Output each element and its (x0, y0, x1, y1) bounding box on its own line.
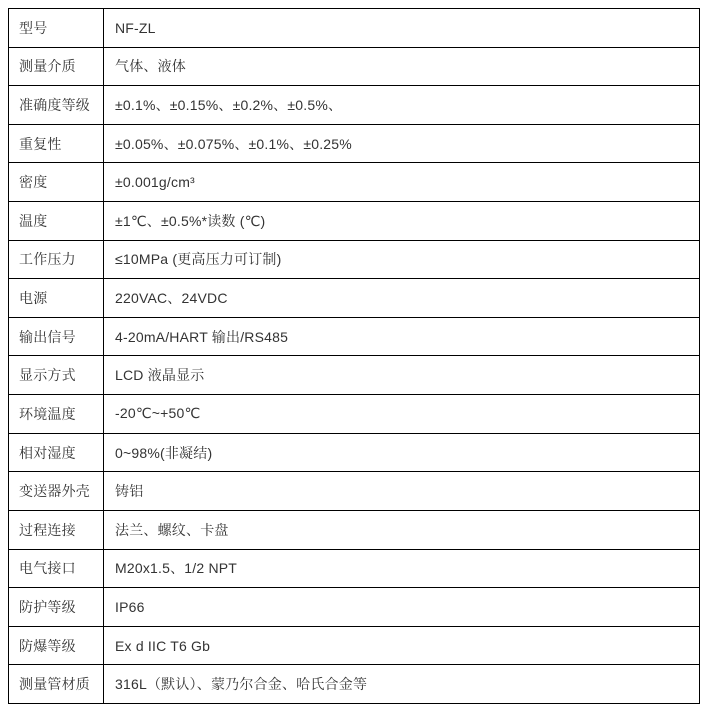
table-row (9, 395, 700, 434)
spec-label: 电气接口 (9, 549, 104, 588)
table-row (9, 163, 700, 202)
spec-value: ±0.001g/cm³ (104, 163, 700, 202)
spec-label: 过程连接 (9, 510, 104, 549)
table-row (9, 356, 700, 395)
spec-value: M20x1.5、1/2 NPT (104, 549, 700, 588)
spec-value: -20℃~+50℃ (104, 395, 700, 434)
spec-label: 型号 (9, 9, 104, 48)
spec-value: Ex d IIC T6 Gb (104, 626, 700, 665)
spec-label: 显示方式 (9, 356, 104, 395)
spec-label: 防爆等级 (9, 626, 104, 665)
spec-label: 电源 (9, 279, 104, 318)
table-row (9, 433, 700, 472)
spec-value: IP66 (104, 588, 700, 627)
spec-value: 4-20mA/HART 输出/RS485 (104, 317, 700, 356)
spec-value: 铸铝 (104, 472, 700, 511)
spec-value: 316L（默认）、蒙乃尔合金、哈氏合金等 (104, 665, 700, 704)
table-row (9, 279, 700, 318)
table-row (9, 9, 700, 48)
spec-value: NF-ZL (104, 9, 700, 48)
table-row (9, 588, 700, 627)
spec-value: 0~98%(非凝结) (104, 433, 700, 472)
spec-label: 温度 (9, 202, 104, 241)
spec-table (8, 8, 700, 704)
spec-label: 变送器外壳 (9, 472, 104, 511)
table-row (9, 665, 700, 704)
spec-label: 测量管材质 (9, 665, 104, 704)
table-row (9, 124, 700, 163)
spec-value: 气体、液体 (104, 47, 700, 86)
spec-value: 法兰、螺纹、卡盘 (104, 510, 700, 549)
table-row (9, 202, 700, 241)
spec-value: 220VAC、24VDC (104, 279, 700, 318)
spec-value: ±0.05%、±0.075%、±0.1%、±0.25% (104, 124, 700, 163)
spec-label: 测量介质 (9, 47, 104, 86)
table-row (9, 86, 700, 125)
spec-value: ±0.1%、±0.15%、±0.2%、±0.5%、 (104, 86, 700, 125)
spec-label: 密度 (9, 163, 104, 202)
spec-value: ±1℃、±0.5%*读数 (℃) (104, 202, 700, 241)
table-row (9, 549, 700, 588)
table-row (9, 240, 700, 279)
table-row (9, 47, 700, 86)
table-row (9, 510, 700, 549)
table-row (9, 317, 700, 356)
table-row (9, 472, 700, 511)
spec-label: 工作压力 (9, 240, 104, 279)
spec-label: 准确度等级 (9, 86, 104, 125)
spec-label: 重复性 (9, 124, 104, 163)
spec-value: LCD 液晶显示 (104, 356, 700, 395)
spec-label: 输出信号 (9, 317, 104, 356)
spec-label: 相对湿度 (9, 433, 104, 472)
spec-table-body (9, 9, 700, 704)
table-row (9, 626, 700, 665)
spec-label: 防护等级 (9, 588, 104, 627)
spec-value: ≤10MPa (更高压力可订制) (104, 240, 700, 279)
spec-label: 环境温度 (9, 395, 104, 434)
